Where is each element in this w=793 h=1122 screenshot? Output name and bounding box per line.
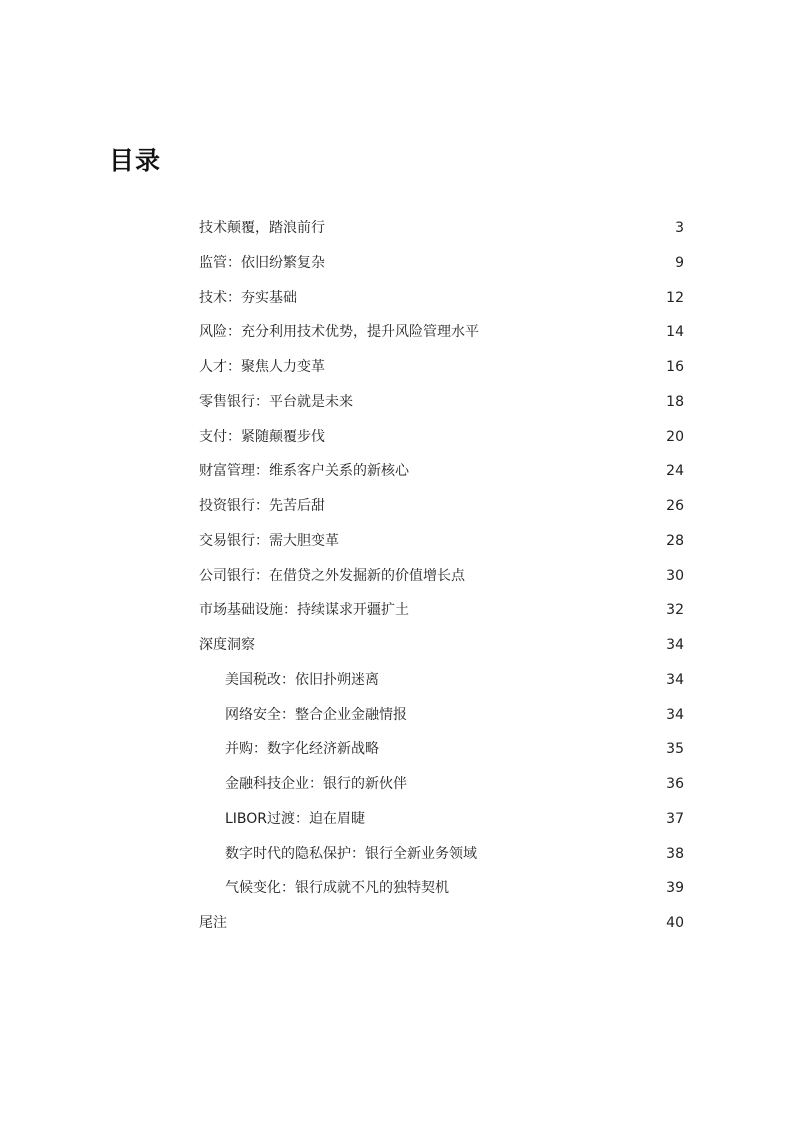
toc-item-title: 技术：夯实基础 — [199, 289, 297, 306]
toc-subitem-libor[interactable] — [199, 802, 684, 837]
toc-item-technology[interactable] — [199, 281, 684, 316]
toc-item-title: 财富管理：维系客户关系的新核心 — [199, 463, 409, 480]
toc-item-page: 40 — [666, 915, 684, 931]
toc-item-page: 16 — [666, 359, 684, 375]
toc-item-page: 34 — [666, 637, 684, 653]
toc-item-disruption[interactable] — [199, 211, 684, 246]
toc-item-page: 12 — [666, 289, 684, 306]
toc-item-title: 市场基础设施：持续谋求开疆扩土 — [199, 602, 409, 619]
toc-item-title: 网络安全：整合企业金融情报 — [225, 706, 407, 723]
toc-subitem-fintech[interactable] — [199, 767, 684, 802]
toc-item-page: 24 — [666, 463, 684, 480]
toc-item-market-infrastructure[interactable] — [199, 593, 684, 628]
toc-subitem-privacy[interactable] — [199, 837, 684, 872]
toc-item-title: 数字时代的隐私保护：银行全新业务领域 — [225, 845, 477, 862]
toc-item-title: 风险：充分利用技术优势，提升风险管理水平 — [199, 324, 479, 341]
toc-item-page: 39 — [666, 880, 684, 897]
toc-item-wealth-management[interactable] — [199, 454, 684, 489]
toc-item-title: LIBOR过渡：迫在眉睫 — [225, 810, 366, 827]
toc-item-title: 投资银行：先苦后甜 — [199, 498, 325, 514]
toc-item-title: 并购：数字化经济新战略 — [225, 741, 379, 758]
toc-item-insights[interactable] — [199, 628, 684, 663]
toc-item-page: 37 — [666, 810, 684, 827]
toc-item-page: 18 — [666, 393, 684, 410]
table-of-contents — [199, 211, 684, 941]
toc-item-title: 监管：依旧纷繁复杂 — [199, 254, 325, 271]
toc-item-page: 26 — [666, 498, 684, 514]
toc-item-page: 28 — [666, 532, 684, 549]
toc-item-regulation[interactable] — [199, 246, 684, 281]
toc-item-title: 气候变化：银行成就不凡的独特契机 — [225, 880, 449, 897]
toc-item-retail-banking[interactable] — [199, 385, 684, 420]
toc-subitem-cyber-security[interactable] — [199, 698, 684, 733]
toc-item-title: 深度洞察 — [199, 637, 255, 653]
toc-item-payments[interactable] — [199, 420, 684, 455]
toc-item-page: 20 — [666, 428, 684, 445]
toc-item-endnotes[interactable] — [199, 906, 684, 941]
toc-item-page: 14 — [666, 324, 684, 341]
toc-item-page: 34 — [666, 671, 684, 688]
toc-subitem-climate-change[interactable] — [199, 871, 684, 906]
toc-item-page: 3 — [675, 220, 684, 236]
toc-item-corporate-banking[interactable] — [199, 559, 684, 594]
page-title: 目录 — [109, 146, 162, 175]
toc-item-title: 金融科技企业：银行的新伙伴 — [225, 776, 407, 792]
toc-subitem-mergers[interactable] — [199, 732, 684, 767]
toc-item-page: 38 — [666, 845, 684, 862]
toc-item-title: 尾注 — [199, 915, 227, 931]
toc-item-title: 交易银行：需大胆变革 — [199, 532, 339, 549]
toc-item-page: 35 — [666, 741, 684, 758]
toc-item-page: 36 — [666, 776, 684, 792]
toc-item-investment-banking[interactable] — [199, 489, 684, 524]
toc-item-page: 30 — [666, 567, 684, 584]
toc-item-risk[interactable] — [199, 315, 684, 350]
toc-item-title: 技术颠覆，踏浪前行 — [199, 220, 325, 236]
toc-item-title: 零售银行：平台就是未来 — [199, 393, 353, 410]
toc-item-title: 人才：聚焦人力变革 — [199, 359, 325, 375]
toc-item-talent[interactable] — [199, 350, 684, 385]
toc-item-transaction-banking[interactable] — [199, 524, 684, 559]
toc-item-title: 美国税改：依旧扑朔迷离 — [225, 671, 379, 688]
toc-item-page: 34 — [666, 706, 684, 723]
toc-item-title: 支付：紧随颠覆步伐 — [199, 428, 325, 445]
toc-item-page: 32 — [666, 602, 684, 619]
toc-item-page: 9 — [675, 254, 684, 271]
toc-item-title: 公司银行：在借贷之外发掘新的价值增长点 — [199, 567, 465, 584]
toc-subitem-us-tax-reform[interactable] — [199, 663, 684, 698]
